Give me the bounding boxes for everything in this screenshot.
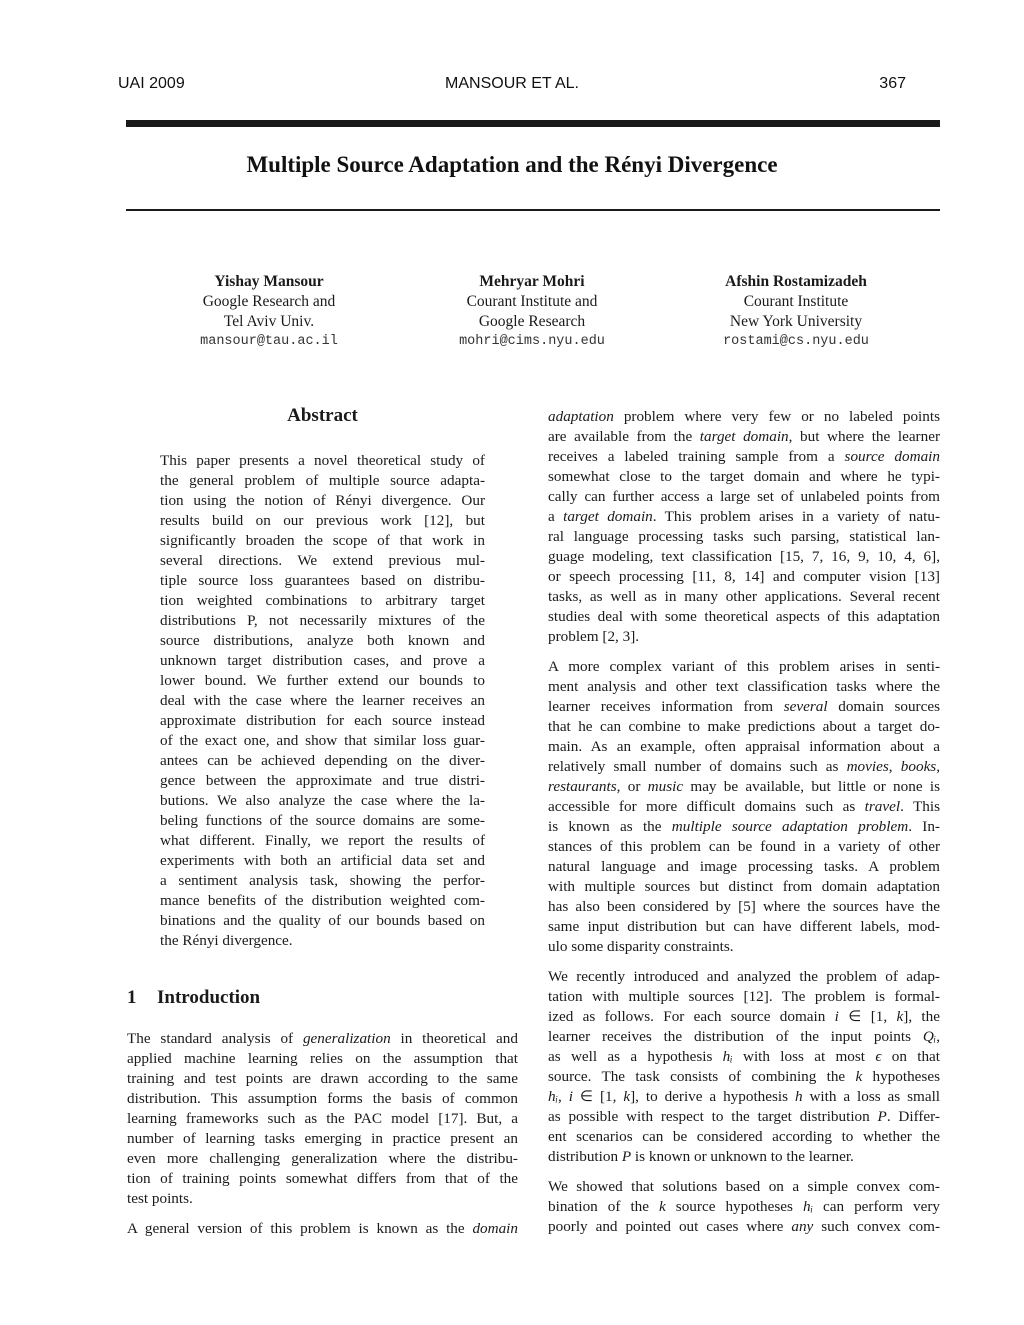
text-line bbox=[160, 851, 485, 871]
emphasis: hᵢ bbox=[548, 1088, 558, 1105]
author-affiliation: Tel Aviv Univ. bbox=[223, 313, 315, 330]
text: receives a labeled training sample from a bbox=[548, 448, 845, 465]
text: , bbox=[936, 758, 941, 775]
text: The standard analysis of bbox=[127, 1030, 303, 1047]
text-line bbox=[160, 931, 485, 951]
emphasis: k bbox=[896, 1008, 904, 1025]
text-line bbox=[160, 491, 485, 511]
text-line bbox=[548, 857, 940, 877]
text-line bbox=[548, 897, 940, 917]
text-line bbox=[548, 627, 940, 647]
text-line bbox=[548, 697, 940, 717]
text: ], to derive a hypothesis bbox=[630, 1088, 795, 1105]
running-header-venue: UAI 2009 bbox=[118, 75, 185, 92]
text: with a loss as small bbox=[802, 1088, 941, 1105]
text-line bbox=[548, 1087, 940, 1107]
text: poorly and pointed out cases where bbox=[548, 1218, 792, 1235]
text-line bbox=[548, 837, 940, 857]
paragraph bbox=[127, 1219, 518, 1239]
emphasis: k bbox=[855, 1068, 863, 1085]
text: distribution. This assumption forms the basis of common bbox=[127, 1090, 518, 1107]
text: ], the bbox=[903, 1008, 940, 1025]
title-top-rule bbox=[126, 120, 940, 127]
text-line bbox=[548, 657, 940, 677]
text: relatively small number of domains such as bbox=[548, 758, 847, 775]
text: number of learning tasks emerging in practice present an bbox=[127, 1130, 518, 1147]
emphasis: generalization bbox=[302, 1030, 391, 1047]
text: ulo some disparity constraints. bbox=[548, 938, 734, 955]
text: somewhat close to the target domain and where he typi- bbox=[548, 468, 940, 485]
text-line bbox=[548, 1177, 940, 1197]
author-affiliation: Courant Institute bbox=[743, 293, 849, 310]
emphasis: movies bbox=[846, 758, 889, 775]
right-column-body bbox=[548, 407, 940, 1237]
text: ∈ [1, bbox=[572, 1088, 624, 1105]
text-line bbox=[548, 1027, 940, 1047]
text-line bbox=[160, 611, 485, 631]
author-email: mohri@cims.nyu.edu bbox=[459, 334, 605, 349]
text-line bbox=[127, 1169, 518, 1189]
text: test points. bbox=[127, 1190, 193, 1207]
author-name: Afshin Rostamizadeh bbox=[725, 273, 867, 290]
text: has also been considered by [5] where the sources have the bbox=[548, 898, 940, 915]
emphasis: books bbox=[900, 758, 937, 775]
text: We showed that solutions based on a simple convex com- bbox=[548, 1178, 940, 1195]
text-line bbox=[160, 591, 485, 611]
text-line bbox=[127, 1149, 518, 1169]
paragraph bbox=[548, 967, 940, 1167]
emphasis: adaptation bbox=[548, 408, 614, 425]
text-line bbox=[548, 427, 940, 447]
paragraph bbox=[548, 657, 940, 957]
text-line bbox=[548, 1107, 940, 1127]
author-block bbox=[402, 272, 662, 352]
text-line bbox=[127, 1029, 518, 1049]
text: experiments with both an artificial data set and bbox=[160, 852, 485, 869]
emphasis: h bbox=[794, 1088, 803, 1105]
text: same input distribution but can have different labels, mod- bbox=[548, 918, 940, 935]
text: , but where the learner bbox=[788, 428, 941, 445]
text: or speech processing [11, 8, 14] and computer vision [13] bbox=[548, 568, 940, 585]
text: . Differ- bbox=[886, 1108, 940, 1125]
text: A more complex variant of this problem arises in senti- bbox=[548, 658, 940, 675]
text: ral language processing tasks such parsing, statistical lan- bbox=[548, 528, 940, 545]
text: learner receives information from bbox=[548, 698, 784, 715]
text: ∈ [1, bbox=[838, 1008, 897, 1025]
text-line bbox=[160, 551, 485, 571]
text: , bbox=[558, 1088, 569, 1105]
paragraph bbox=[127, 1029, 518, 1209]
text-line bbox=[548, 817, 940, 837]
text: a sentiment analysis task, showing the perfor- bbox=[160, 872, 485, 889]
text-line bbox=[160, 891, 485, 911]
text-line bbox=[160, 831, 485, 851]
text: as possible with respect to the target distribution bbox=[548, 1108, 878, 1125]
author-affiliation: Courant Institute and bbox=[466, 293, 598, 310]
text-line bbox=[548, 937, 940, 957]
text-line bbox=[548, 797, 940, 817]
section-title: Introduction bbox=[157, 987, 261, 1008]
author-name: Mehryar Mohri bbox=[479, 273, 585, 290]
author-affiliation: New York University bbox=[729, 313, 863, 330]
text-line bbox=[127, 1189, 518, 1209]
text: hypotheses bbox=[862, 1068, 940, 1085]
text: the general problem of multiple source adapta- bbox=[160, 472, 485, 489]
text: main. As an example, often appraisal information about a bbox=[548, 738, 940, 755]
text: binations and the quality of our bounds based on bbox=[160, 912, 485, 929]
text-line bbox=[127, 1089, 518, 1109]
section-heading-introduction bbox=[127, 987, 260, 1009]
text: guage modeling, text classification [15, 7, 16, 9, 10, 4, 6], bbox=[548, 548, 940, 565]
emphasis: multiple source adaptation problem bbox=[671, 818, 909, 835]
text-line bbox=[160, 651, 485, 671]
text: . This bbox=[900, 798, 941, 815]
text-line bbox=[160, 691, 485, 711]
text: We recently introduced and analyzed the problem of adap- bbox=[548, 968, 940, 985]
text-line bbox=[160, 711, 485, 731]
text: butions. We also analyze the case where the la- bbox=[160, 792, 485, 809]
text: lower bound. We further extend our bounds to bbox=[160, 672, 485, 689]
text-line bbox=[548, 1007, 940, 1027]
text: that he can combine to make predictions about a target do- bbox=[548, 718, 940, 735]
emphasis: P bbox=[877, 1108, 887, 1125]
text-line bbox=[548, 487, 940, 507]
text: training and test points are drawn according to the same bbox=[127, 1070, 518, 1087]
text-line bbox=[548, 917, 940, 937]
text-line bbox=[160, 811, 485, 831]
author-block bbox=[139, 272, 399, 352]
text-line bbox=[548, 717, 940, 737]
text-line bbox=[160, 751, 485, 771]
text: distributions P, not necessarily mixtures of the bbox=[160, 612, 485, 629]
text: are available from the bbox=[548, 428, 700, 445]
text: . In- bbox=[908, 818, 940, 835]
paper-title: Multiple Source Adaptation and the Rényi Divergence bbox=[246, 152, 778, 177]
text-line bbox=[160, 631, 485, 651]
author-name: Yishay Mansour bbox=[214, 273, 324, 290]
emphasis: i bbox=[568, 1088, 573, 1105]
text: studies deal with some theoretical aspects of this adaptation bbox=[548, 608, 940, 625]
text-line bbox=[548, 877, 940, 897]
introduction-body bbox=[127, 1029, 518, 1239]
text: learning frameworks such as the PAC model [17]. But, a bbox=[127, 1110, 518, 1127]
emphasis: restaurants bbox=[548, 778, 617, 795]
text-line bbox=[160, 911, 485, 931]
text: tasks, as well as in many other applications. Several recent bbox=[548, 588, 940, 605]
text: unknown target distribution cases, and prove a bbox=[160, 652, 485, 669]
emphasis: Qᵢ bbox=[922, 1028, 937, 1045]
text: beling functions of the source domains are some- bbox=[160, 812, 485, 829]
text: tion of training points somewhat differs from that of the bbox=[127, 1170, 518, 1187]
emphasis: k bbox=[659, 1198, 666, 1215]
text-line bbox=[548, 1067, 940, 1087]
abstract-body bbox=[160, 451, 485, 951]
text: with multiple sources but distinct from domain adaptation bbox=[548, 878, 940, 895]
text-line bbox=[160, 571, 485, 591]
text-line bbox=[548, 757, 940, 777]
text: approximate distribution for each source instead bbox=[160, 712, 485, 729]
text: may be available, but little or none is bbox=[683, 778, 940, 795]
text: ized as follows. For each source domain bbox=[548, 1008, 835, 1025]
text: source. The task consists of combining the bbox=[548, 1068, 856, 1085]
running-header-authors: MANSOUR ET AL. bbox=[445, 75, 579, 92]
text: even more challenging generalization where the distribu- bbox=[127, 1150, 518, 1167]
emphasis: target domain bbox=[563, 508, 653, 525]
text: tion weighted combinations to arbitrary target bbox=[160, 592, 485, 609]
text-line bbox=[160, 771, 485, 791]
emphasis: several bbox=[783, 698, 828, 715]
text: This paper presents a novel theoretical study of bbox=[160, 452, 485, 469]
text-line bbox=[548, 987, 940, 1007]
text-line bbox=[548, 407, 940, 427]
text: , bbox=[936, 1028, 940, 1045]
text: of the exact one, and show that similar loss guar- bbox=[160, 732, 485, 749]
author-affiliation: Google Research bbox=[478, 313, 586, 330]
text: ent scenarios can be considered according to whether the bbox=[548, 1128, 940, 1145]
text: distribution bbox=[548, 1148, 622, 1165]
text: what different. Finally, we report the results of bbox=[160, 832, 485, 849]
text: source hypotheses bbox=[665, 1198, 803, 1215]
text: tion using the notion of Rényi divergence. Our bbox=[160, 492, 485, 509]
emphasis: any bbox=[791, 1218, 814, 1235]
text: problem where very few or no labeled points bbox=[613, 408, 940, 425]
paragraph bbox=[548, 407, 940, 647]
emphasis: P bbox=[621, 1148, 632, 1165]
text: ment analysis and other text classification tasks where the bbox=[548, 678, 940, 695]
text-line bbox=[127, 1129, 518, 1149]
text-line bbox=[160, 791, 485, 811]
text: A general version of this problem is known as the bbox=[127, 1220, 473, 1237]
author-email: rostami@cs.nyu.edu bbox=[723, 334, 869, 349]
author-affiliation: Google Research and bbox=[202, 293, 336, 310]
text-line bbox=[160, 671, 485, 691]
text: , or bbox=[616, 778, 648, 795]
text-line bbox=[548, 1147, 940, 1167]
paragraph bbox=[548, 1177, 940, 1237]
emphasis: domain bbox=[472, 1220, 518, 1237]
text-line bbox=[127, 1219, 518, 1239]
title-bottom-rule bbox=[126, 209, 940, 211]
text: is known as the bbox=[548, 818, 672, 835]
text-line bbox=[160, 451, 485, 471]
text-line bbox=[548, 507, 940, 527]
text-line bbox=[548, 447, 940, 467]
text: results build on our previous work [12], but bbox=[160, 512, 485, 529]
text: several directions. We extend previous mul- bbox=[160, 552, 485, 569]
text-line bbox=[548, 967, 940, 987]
text-line bbox=[548, 467, 940, 487]
text: problem [2, 3]. bbox=[548, 628, 640, 645]
text: accessible for more difficult domains such as bbox=[548, 798, 865, 815]
emphasis: source domain bbox=[844, 448, 940, 465]
emphasis: travel bbox=[864, 798, 901, 815]
text-line bbox=[160, 471, 485, 491]
text-line bbox=[160, 531, 485, 551]
text-line bbox=[127, 1069, 518, 1089]
text: domain sources bbox=[827, 698, 940, 715]
emphasis: i bbox=[834, 1008, 839, 1025]
text: cally can further access a large set of unlabeled points from bbox=[548, 488, 940, 505]
text: learner receives the distribution of the input points bbox=[548, 1028, 923, 1045]
text: bination of the bbox=[548, 1198, 660, 1215]
text: . This problem arises in a variety of natu- bbox=[652, 508, 940, 525]
emphasis: k bbox=[623, 1088, 631, 1105]
text-line bbox=[548, 607, 940, 627]
text: can perform very bbox=[812, 1198, 940, 1215]
section-number: 1 bbox=[127, 987, 137, 1008]
text-line bbox=[127, 1109, 518, 1129]
emphasis: hᵢ bbox=[722, 1048, 733, 1065]
text: significantly broaden the scope of that work in bbox=[160, 532, 485, 549]
text: gence between the approximate and true distri- bbox=[160, 772, 485, 789]
text-line bbox=[548, 547, 940, 567]
text-line bbox=[548, 777, 940, 797]
text-line bbox=[127, 1049, 518, 1069]
author-block bbox=[666, 272, 926, 352]
text: the Rényi divergence. bbox=[160, 932, 293, 949]
text: on that bbox=[881, 1048, 940, 1065]
text: natural language and image processing tasks. A problem bbox=[548, 858, 940, 875]
text: such convex com- bbox=[813, 1218, 941, 1235]
text-line bbox=[548, 737, 940, 757]
text: applied machine learning relies on the assumption that bbox=[127, 1050, 518, 1067]
text-line bbox=[548, 567, 940, 587]
text-line bbox=[548, 1127, 940, 1147]
emphasis: music bbox=[647, 778, 684, 795]
page-number: 367 bbox=[879, 75, 906, 92]
text-line bbox=[548, 1217, 940, 1237]
text: a bbox=[548, 508, 564, 525]
text: tation with multiple sources [12]. The problem is formal- bbox=[548, 988, 940, 1005]
text: stances of this problem can be found in a variety of other bbox=[548, 838, 940, 855]
text: , bbox=[888, 758, 901, 775]
text-line bbox=[160, 511, 485, 531]
emphasis: hᵢ bbox=[802, 1198, 813, 1215]
text: mance benefits of the distribution weighted com- bbox=[160, 892, 485, 909]
text: tiple source loss guarantees based on distribu- bbox=[160, 572, 485, 589]
emphasis: target domain bbox=[699, 428, 789, 445]
text: deal with the case where the learner receives an bbox=[160, 692, 485, 709]
author-email: mansour@tau.ac.il bbox=[200, 334, 338, 349]
text-line bbox=[548, 1047, 940, 1067]
text: antees can be achieved depending on the diver- bbox=[160, 752, 485, 769]
text: with loss at most bbox=[732, 1048, 876, 1065]
text-line bbox=[160, 731, 485, 751]
text-line bbox=[548, 1197, 940, 1217]
text: in theoretical and bbox=[390, 1030, 518, 1047]
text-line bbox=[548, 677, 940, 697]
emphasis: ϵ bbox=[875, 1048, 882, 1065]
text: is known or unknown to the learner. bbox=[631, 1148, 854, 1165]
text-line bbox=[160, 871, 485, 891]
text-line bbox=[548, 527, 940, 547]
abstract-heading: Abstract bbox=[287, 405, 358, 426]
text-line bbox=[548, 587, 940, 607]
text: source distributions, analyze both known and bbox=[160, 632, 485, 649]
text: as well as a hypothesis bbox=[548, 1048, 723, 1065]
